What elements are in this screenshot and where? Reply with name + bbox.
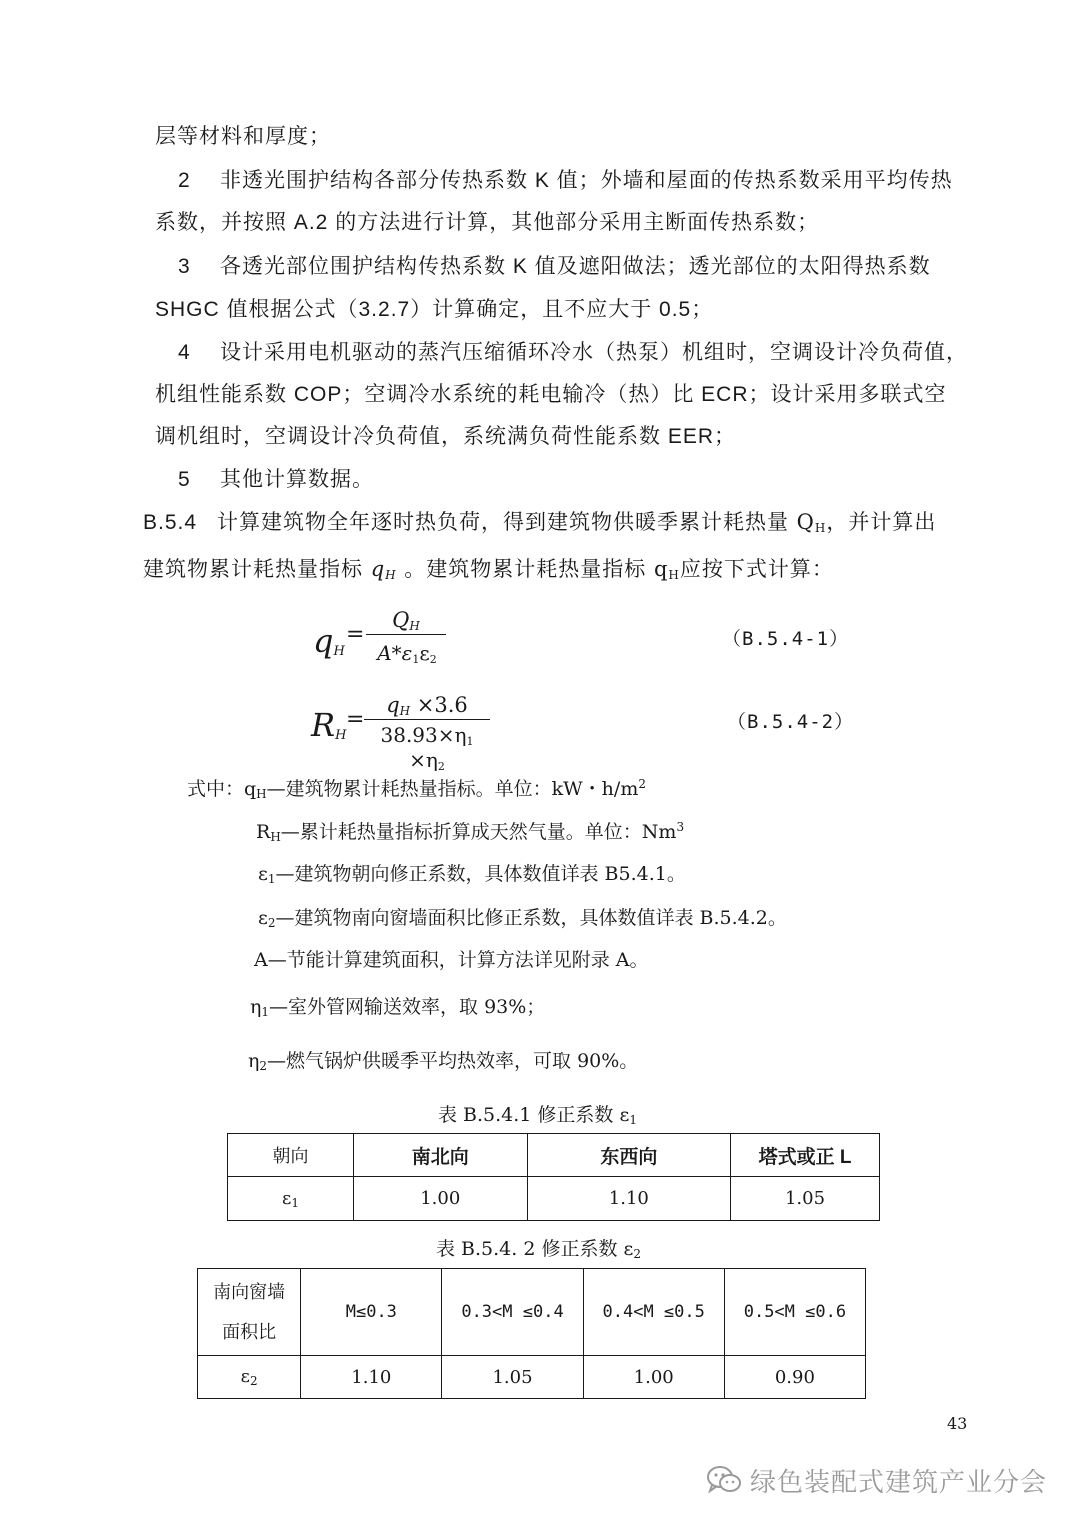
formula-lhs: $q_H$ <box>313 622 345 660</box>
list-item <box>178 250 931 280</box>
table-caption: 表 B.5.4.1 修正系数 $\varepsilon_1$ <box>438 1104 637 1127</box>
text-line: 系数，并按照 A.2 的方法进行计算，其他部分采用主断面传热系数； <box>155 211 820 234</box>
list-number: 3 <box>178 255 191 278</box>
list-text: 非透光围护结构各部分传热系数 K 值；外墙和屋面的传热系数采用平均传热 <box>220 169 953 192</box>
table-row <box>198 1356 866 1399</box>
table-cell: 1.10 <box>527 1177 730 1221</box>
table-cell: 1.05 <box>731 1177 880 1221</box>
list-number: 2 <box>178 169 191 192</box>
table-row-label: $\varepsilon_1$ <box>228 1177 354 1221</box>
definition-a: A—节能计算建筑面积，计算方法详见附录 A。 <box>254 949 649 971</box>
table-row-label: $\varepsilon_2$ <box>198 1356 301 1399</box>
table-header-cell: 0.3<M ≤0.4 <box>442 1269 583 1356</box>
formula-numerator: $Q_H$ <box>392 608 420 633</box>
text-line: 层等材料和厚度； <box>155 125 331 148</box>
subscript: H <box>814 521 827 535</box>
table-row <box>228 1177 880 1221</box>
page-number: 43 <box>947 1414 968 1433</box>
text-line: SHGC 值根据公式（3.2.7）计算确定，且不应大于 0.5； <box>155 298 714 321</box>
definition-n2: $\eta_2—$燃气锅炉供暖季平均热效率，可取 90%。 <box>248 1050 639 1073</box>
table-header-cell: 0.5<M ≤0.6 <box>724 1269 865 1356</box>
formula-numerator: $q_H \times 3.6$ <box>386 693 468 718</box>
table-header-cell: 南北向 <box>353 1134 527 1177</box>
table-header-cell <box>198 1269 301 1356</box>
list-text: 各透光部位围护结构传热系数 K 值及遮阳做法；透光部位的太阳得热系数 <box>220 255 931 278</box>
list-item <box>178 463 374 493</box>
equation-label: （B.5.4-1） <box>722 628 850 650</box>
list-text: 设计采用电机驱动的蒸汽压缩循环冷水（热泵）机组时，空调设计冷负荷值， <box>220 341 968 364</box>
header-label-line: 南向窗墙 <box>213 1282 286 1302</box>
formula-denominator: $A*\varepsilon_1\varepsilon_2$ <box>377 641 437 666</box>
list-number: 4 <box>178 341 191 364</box>
watermark-text: 绿色装配式建筑产业分会 <box>750 1467 1048 1498</box>
formula-equals: = <box>346 622 365 647</box>
text-line: 调机组时，空调设计冷负荷值，系统满负荷性能系数 EER； <box>155 425 737 448</box>
table-header-cell: 东西向 <box>527 1134 730 1177</box>
table-cell: 1.05 <box>442 1356 583 1399</box>
table-header-row <box>198 1269 866 1356</box>
subscript: H <box>385 568 397 582</box>
table-header-cell: 塔式或正 L <box>731 1134 880 1177</box>
equation-label: （B.5.4-2） <box>727 711 855 733</box>
clause-number: B.5.4 <box>143 511 198 534</box>
table-cell: 1.00 <box>353 1177 527 1221</box>
clause-b54 <box>143 506 936 536</box>
table-b541 <box>227 1133 880 1221</box>
definition-qh: 式中：$q_H—$建筑物累计耗热量指标。单位：kW・$h/m^2$ <box>187 777 646 801</box>
clause-text: ，并计算出 <box>826 510 937 534</box>
table-cell: 0.90 <box>724 1356 865 1399</box>
definition-e1: $\varepsilon_1—$建筑物朝向修正系数，具体数值详表 B5.4.1。 <box>258 863 686 886</box>
list-number: 5 <box>178 468 191 491</box>
header-label-line: 面积比 <box>222 1322 277 1342</box>
clause-b54-cont <box>143 553 834 583</box>
definition-n1: $\eta_1—$室外管网输送效率，取 93%； <box>250 996 546 1019</box>
fraction-bar <box>364 719 490 720</box>
table-header-cell: 0.4<M ≤0.5 <box>583 1269 724 1356</box>
clause-text: 计算建筑物全年逐时热负荷，得到建筑物供暖季累计耗热量 Q <box>217 510 815 534</box>
table-caption: 表 B.5.4. 2 修正系数 $\varepsilon_2$ <box>436 1238 641 1261</box>
table-cell: 1.10 <box>301 1356 442 1399</box>
list-item <box>178 336 968 366</box>
table-header-cell: M≤0.3 <box>301 1269 442 1356</box>
table-header-row <box>228 1134 880 1177</box>
table-cell: 1.00 <box>583 1356 724 1399</box>
clause-text: 建筑物累计耗热量指标 <box>143 557 363 581</box>
formula-denominator: $38.93\times\eta_1 \times\eta_2$ <box>380 723 474 773</box>
formula-lhs: $R_H$ <box>311 706 347 744</box>
clause-text: 应按下式计算： <box>679 557 834 581</box>
table-b542 <box>197 1268 866 1399</box>
definition-e2: $\varepsilon_2—$建筑物南向窗墙面积比修正系数，具体数值详表 B.5.4.2。 <box>258 907 787 930</box>
subscript: H <box>668 568 680 582</box>
table-header-cell: 朝向 <box>228 1134 354 1177</box>
watermark <box>706 1460 1047 1500</box>
text-line: 机组性能系数 COP；空调冷水系统的耗电输冷（热）比 ECR；设计采用多联式空 <box>155 383 947 406</box>
symbol: q <box>370 557 386 581</box>
fraction-bar <box>366 634 446 635</box>
clause-text: 。建筑物累计耗热量指标 q <box>404 557 669 581</box>
list-text: 其他计算数据。 <box>220 468 374 491</box>
wechat-icon <box>706 1465 742 1495</box>
formula-equals: = <box>346 707 365 732</box>
list-item <box>178 164 953 194</box>
definition-rh: $R_H—$累计耗热量指标折算成天然气量。单位：Nm$^3$ <box>256 820 685 844</box>
